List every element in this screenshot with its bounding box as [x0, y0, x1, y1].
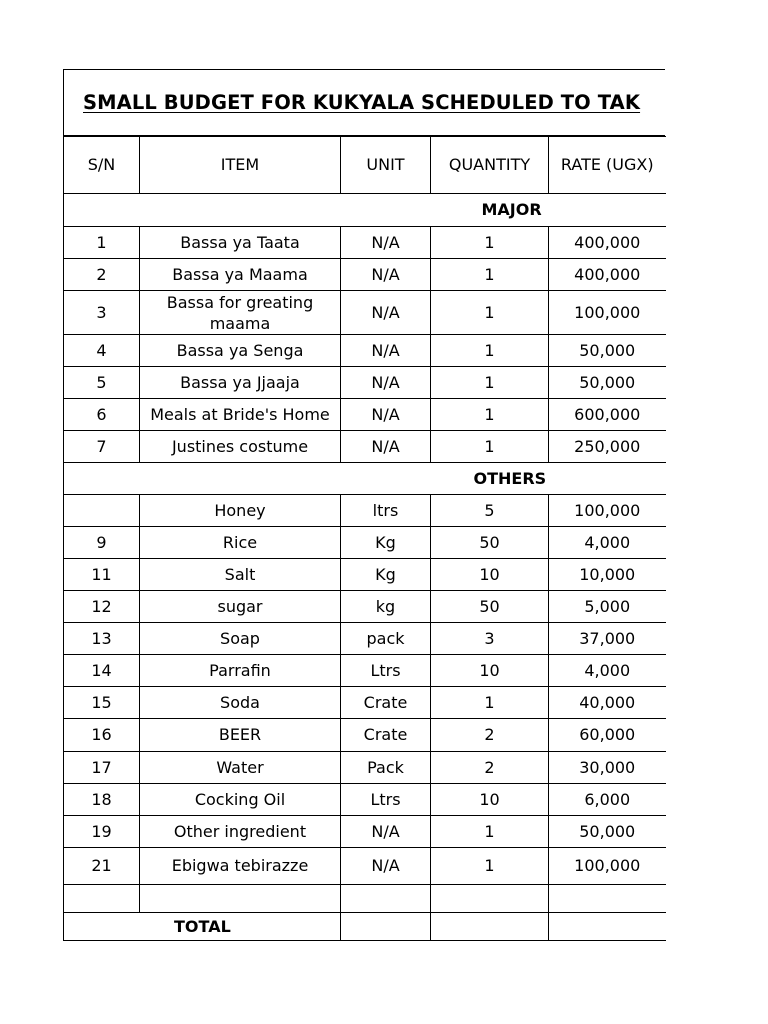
table-row — [64, 623, 666, 655]
cell-item: Salt — [140, 559, 341, 591]
table-row — [64, 367, 666, 399]
cell-rate: 6,000 — [549, 784, 666, 816]
cell-rate: 600,000 — [549, 399, 666, 431]
cell-qty: 50 — [431, 591, 549, 623]
header-item: ITEM — [140, 137, 341, 194]
table-row — [64, 655, 666, 687]
cell-qty: 50 — [431, 527, 549, 559]
cell-item: Bassa ya Maama — [140, 259, 341, 291]
cell-qty: 1 — [431, 259, 549, 291]
cell-sn: 9 — [64, 527, 140, 559]
cell-qty: 10 — [431, 655, 549, 687]
cell-qty: 1 — [431, 687, 549, 719]
total-label: TOTAL — [64, 913, 341, 941]
cell-sn: 11 — [64, 559, 140, 591]
cell-sn: 17 — [64, 752, 140, 784]
empty-cell — [549, 885, 666, 913]
cell-qty: 1 — [431, 816, 549, 848]
cell-sn: 16 — [64, 719, 140, 752]
cell-sn: 2 — [64, 259, 140, 291]
total-qty-cell — [431, 913, 549, 941]
table-row — [64, 291, 666, 335]
cell-item: Bassa for greating maama — [140, 291, 341, 335]
cell-sn — [64, 495, 140, 527]
cell-sn: 21 — [64, 848, 140, 885]
cell-rate: 400,000 — [549, 227, 666, 259]
cell-qty: 2 — [431, 752, 549, 784]
cell-item: Meals at Bride's Home — [140, 399, 341, 431]
cell-unit: kg — [341, 591, 431, 623]
cell-rate: 10,000 — [549, 559, 666, 591]
cell-sn: 6 — [64, 399, 140, 431]
empty-row — [64, 885, 666, 913]
budget-table — [63, 136, 666, 941]
table-row — [64, 227, 666, 259]
cell-unit: N/A — [341, 259, 431, 291]
header-sn: S/N — [64, 137, 140, 194]
cell-sn: 15 — [64, 687, 140, 719]
cell-qty: 1 — [431, 335, 549, 367]
cell-unit: Crate — [341, 719, 431, 752]
cell-rate: 100,000 — [549, 848, 666, 885]
table-row — [64, 719, 666, 752]
cell-rate: 100,000 — [549, 291, 666, 335]
cell-item: Water — [140, 752, 341, 784]
table-row — [64, 495, 666, 527]
cell-item: Bassa ya Taata — [140, 227, 341, 259]
cell-item: BEER — [140, 719, 341, 752]
cell-rate: 50,000 — [549, 367, 666, 399]
table-row — [64, 559, 666, 591]
cell-rate: 60,000 — [549, 719, 666, 752]
section-major-row — [64, 194, 666, 227]
cell-item: Cocking Oil — [140, 784, 341, 816]
cell-item: Soap — [140, 623, 341, 655]
cell-item: Honey — [140, 495, 341, 527]
cell-qty: 10 — [431, 559, 549, 591]
empty-cell — [64, 885, 140, 913]
cell-unit: ltrs — [341, 495, 431, 527]
cell-sn: 13 — [64, 623, 140, 655]
cell-unit: N/A — [341, 816, 431, 848]
cell-unit: pack — [341, 623, 431, 655]
cell-unit: Kg — [341, 527, 431, 559]
header-unit: UNIT — [341, 137, 431, 194]
cell-item: Parrafin — [140, 655, 341, 687]
cell-rate: 4,000 — [549, 527, 666, 559]
table-row — [64, 527, 666, 559]
section-spacer — [64, 463, 431, 495]
cell-item: Rice — [140, 527, 341, 559]
cell-sn: 7 — [64, 431, 140, 463]
cell-qty: 1 — [431, 848, 549, 885]
header-row — [64, 137, 666, 194]
cell-rate: 50,000 — [549, 816, 666, 848]
cell-unit: N/A — [341, 367, 431, 399]
empty-cell — [140, 885, 341, 913]
table-row — [64, 816, 666, 848]
cell-sn: 3 — [64, 291, 140, 335]
cell-item: Soda — [140, 687, 341, 719]
cell-unit: N/A — [341, 227, 431, 259]
cell-rate: 40,000 — [549, 687, 666, 719]
cell-qty: 1 — [431, 431, 549, 463]
cell-rate: 30,000 — [549, 752, 666, 784]
section-others-label: OTHERS — [431, 463, 666, 495]
table-row — [64, 848, 666, 885]
cell-rate: 400,000 — [549, 259, 666, 291]
table-row — [64, 431, 666, 463]
total-unit-cell — [341, 913, 431, 941]
cell-item: Bassa ya Jjaaja — [140, 367, 341, 399]
cell-unit: N/A — [341, 431, 431, 463]
section-others-row — [64, 463, 666, 495]
header-quantity: QUANTITY — [431, 137, 549, 194]
cell-unit: N/A — [341, 291, 431, 335]
cell-sn: 18 — [64, 784, 140, 816]
cell-unit: Ltrs — [341, 655, 431, 687]
cell-unit: N/A — [341, 399, 431, 431]
cell-rate: 100,000 — [549, 495, 666, 527]
cell-sn: 19 — [64, 816, 140, 848]
budget-sheet — [63, 69, 665, 941]
cell-qty: 1 — [431, 399, 549, 431]
table-row — [64, 259, 666, 291]
table-row — [64, 399, 666, 431]
cell-rate: 50,000 — [549, 335, 666, 367]
cell-unit: N/A — [341, 848, 431, 885]
cell-sn: 5 — [64, 367, 140, 399]
header-rate: RATE (UGX) — [549, 137, 666, 194]
title-row — [63, 69, 665, 136]
budget-title: SMALL BUDGET FOR KUKYALA SCHEDULED TO TAK — [83, 91, 641, 114]
cell-rate: 4,000 — [549, 655, 666, 687]
cell-sn: 12 — [64, 591, 140, 623]
cell-sn: 4 — [64, 335, 140, 367]
cell-item: Bassa ya Senga — [140, 335, 341, 367]
section-spacer — [64, 194, 431, 227]
cell-qty: 2 — [431, 719, 549, 752]
table-row — [64, 335, 666, 367]
cell-unit: Ltrs — [341, 784, 431, 816]
cell-qty: 3 — [431, 623, 549, 655]
empty-cell — [431, 885, 549, 913]
section-major-label: MAJOR — [431, 194, 666, 227]
cell-rate: 37,000 — [549, 623, 666, 655]
cell-unit: Kg — [341, 559, 431, 591]
cell-qty: 10 — [431, 784, 549, 816]
table-row — [64, 591, 666, 623]
empty-cell — [341, 885, 431, 913]
cell-rate: 250,000 — [549, 431, 666, 463]
table-row — [64, 784, 666, 816]
cell-item: Ebigwa tebirazze — [140, 848, 341, 885]
cell-unit: Crate — [341, 687, 431, 719]
cell-sn: 1 — [64, 227, 140, 259]
cell-qty: 1 — [431, 227, 549, 259]
total-rate-cell — [549, 913, 666, 941]
cell-sn: 14 — [64, 655, 140, 687]
cell-qty: 1 — [431, 367, 549, 399]
cell-item: Other ingredient — [140, 816, 341, 848]
cell-qty: 5 — [431, 495, 549, 527]
cell-rate: 5,000 — [549, 591, 666, 623]
cell-item: Justines costume — [140, 431, 341, 463]
cell-unit: Pack — [341, 752, 431, 784]
cell-unit: N/A — [341, 335, 431, 367]
cell-qty: 1 — [431, 291, 549, 335]
table-row — [64, 752, 666, 784]
total-row — [64, 913, 666, 941]
cell-item: sugar — [140, 591, 341, 623]
table-row — [64, 687, 666, 719]
